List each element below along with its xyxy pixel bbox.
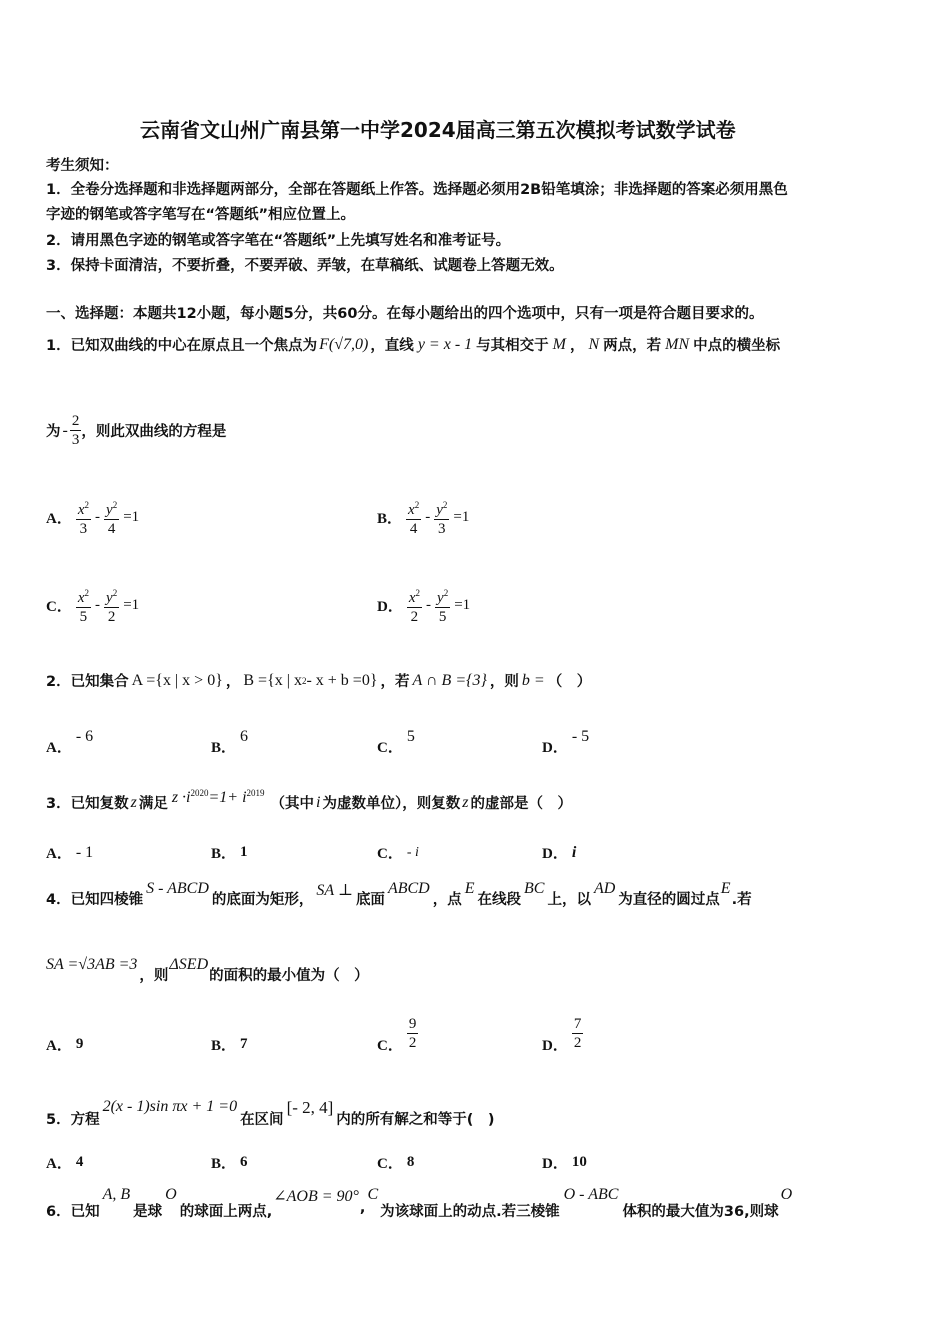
q2-set-a: A ={x | x > 0} — [131, 671, 223, 689]
q5-option-b[interactable]: B． 6 — [211, 1154, 248, 1172]
q2-option-d[interactable]: D． - 5 — [542, 727, 590, 756]
q4-text: ，点 — [432, 892, 462, 908]
q5-text: 在区间 — [240, 1112, 284, 1128]
q3-text: （其中 — [270, 796, 315, 812]
q3-text: 为虚数单位），则复数 — [322, 796, 461, 812]
q1-neg: - — [62, 421, 68, 439]
q4-option-b[interactable]: B． 7 — [211, 1036, 248, 1054]
q5-option-c[interactable]: C． 8 — [377, 1154, 415, 1172]
question-1-stem-cont — [46, 412, 226, 449]
q3-option-a[interactable]: A． - 1 — [46, 843, 94, 862]
q3-equation: z ·i — [171, 788, 191, 806]
notice-line: 3．保持卡面清洁，不要折叠，不要弄破、弄皱，在草稿纸、试题卷上答题无效。 — [46, 258, 564, 274]
q3-text: 满足 — [138, 796, 168, 812]
q1-segment: MN — [665, 335, 690, 353]
q1-point-n: N — [588, 335, 600, 353]
q6-text: 6．已知 — [46, 1204, 100, 1220]
q3-exp1: 2020 — [190, 787, 209, 798]
question-2-stem — [46, 670, 591, 691]
q4-option-c[interactable]: C． $\frac{9}{2}$ — [377, 1016, 417, 1054]
q4-triangle: ΔSED — [169, 956, 209, 973]
q4-text: 上，以 — [547, 892, 591, 908]
q4-text: 的底面为矩形， — [211, 892, 314, 908]
q4-bc: BC — [524, 880, 545, 897]
q4-base: ABCD — [387, 880, 430, 897]
q4-text: 底面 — [355, 892, 385, 908]
q2-exp: 2 — [301, 675, 307, 686]
q2-option-c[interactable]: C． 5 — [377, 727, 415, 756]
q6-tetrahedron: O - ABC — [563, 1186, 619, 1203]
q3-text: 的虚部是（ ） — [470, 796, 572, 812]
q2-text: （ ） — [547, 674, 592, 690]
q4-e: E — [464, 880, 475, 897]
q1-option-b[interactable]: B． $\frac{x^2}{4}$ - $\frac{y^2}{3}$ =1 — [377, 496, 469, 538]
q1-fraction: $\frac{2}{3}$ — [71, 413, 80, 448]
notice-line: 字迹的钢笔或答字笔写在“答题纸”相应位置上。 — [46, 207, 356, 223]
q4-condition: SA =√3AB =3 — [46, 956, 138, 973]
q4-text: 4．已知四棱锥 — [46, 892, 144, 908]
q5-text: 5．方程 — [46, 1112, 100, 1128]
q1-text: ， — [569, 338, 585, 354]
q2-condition: A ∩ B ={3} — [412, 671, 487, 689]
q2-option-b[interactable]: B． 6 — [211, 727, 249, 756]
q4-sa: SA ⊥ — [316, 882, 353, 899]
q5-option-d[interactable]: D． 10 — [542, 1154, 587, 1172]
q4-text: 在线段 — [477, 892, 521, 908]
q5-option-a[interactable]: A． 4 — [46, 1154, 84, 1172]
q3-option-c[interactable]: C． - i — [377, 844, 419, 862]
q1-text: 1．已知双曲线的中心在原点且一个焦点为 — [46, 338, 318, 354]
section-heading: 一、选择题：本题共12小题，每小题5分，共60分。在每小题给出的四个选项中，只有一项是符合题目要求的。 — [46, 306, 764, 322]
q1-option-a[interactable]: A． $\frac{x^2}{3}$ - $\frac{y^2}{4}$ =1 — [46, 496, 139, 538]
q6-text: 体积的最大值为36,则球 — [622, 1204, 779, 1220]
q4-pyramid: S - ABCD — [146, 880, 209, 897]
q5-interval: [- 2, 4] — [286, 1098, 334, 1117]
q6-o: O — [165, 1186, 177, 1203]
question-4-stem-cont — [46, 956, 369, 985]
q3-z: z — [130, 793, 137, 811]
q5-text: 内的所有解之和等于( ) — [336, 1112, 495, 1128]
q3-option-b[interactable]: B． 1 — [211, 844, 248, 862]
q4-text: 为直径的圆过点 — [618, 892, 720, 908]
q4-text: ，则 — [139, 968, 169, 984]
q5-equation: 2(x - 1)sin πx + 1 =0 — [102, 1098, 238, 1115]
q1-text: 为 — [46, 424, 61, 440]
page-title: 云南省文山州广南县第一中学2024届高三第五次模拟考试数学试卷 — [140, 118, 736, 142]
q4-text: .若 — [731, 892, 752, 908]
q2-set-b: B ={x | x — [243, 671, 302, 689]
q2-set-b-rest: - x + b =0} — [306, 671, 378, 689]
q1-option-c[interactable]: C． $\frac{x^2}{5}$ - $\frac{y^2}{2}$ =1 — [46, 584, 139, 626]
q3-z: z — [462, 793, 469, 811]
q1-line: y = x - 1 — [417, 335, 473, 353]
q6-points: A, B — [102, 1186, 131, 1203]
q3-option-d[interactable]: D． i — [542, 843, 577, 862]
q3-i: i — [316, 793, 321, 811]
notice-line: 1．全卷分选择题和非选择题两部分，全部在答题纸上作答。选择题必须用2B铅笔填涂；非选择题的答案必须用黑色 — [46, 182, 788, 198]
q4-ad: AD — [593, 880, 616, 897]
q4-option-a[interactable]: A． 9 — [46, 1036, 84, 1054]
q2-text: ，若 — [380, 674, 410, 690]
q1-text: 与其相交于 — [476, 338, 549, 354]
q3-text: 3．已知复数 — [46, 796, 129, 812]
q4-e: E — [720, 880, 731, 897]
q2-option-a[interactable]: A． - 6 — [46, 727, 94, 756]
q1-option-d[interactable]: D． $\frac{x^2}{2}$ - $\frac{y^2}{5}$ =1 — [377, 584, 470, 626]
q3-equation-rhs: =1+ i — [208, 788, 247, 806]
q2-text: ，则 — [489, 674, 519, 690]
q4-option-d[interactable]: D． $\frac{7}{2}$ — [542, 1016, 582, 1054]
q6-text: 是球 — [133, 1204, 163, 1220]
question-1-stem — [46, 334, 780, 355]
notice-heading: 考生须知： — [46, 158, 119, 174]
q6-o: O — [780, 1186, 793, 1203]
q6-text: , — [359, 1200, 366, 1216]
q3-exp2: 2019 — [246, 787, 265, 798]
q1-text: ，则此双曲线的方程是 — [81, 424, 227, 440]
q1-text: 两点，若 — [603, 338, 662, 354]
q2-text: ， — [225, 674, 241, 690]
q4-text: 的面积的最小值为（ ） — [209, 968, 369, 984]
q6-c: C — [367, 1186, 379, 1203]
q6-text: 为该球面上的动点.若三棱锥 — [380, 1204, 560, 1220]
q6-text: 的球面上两点, — [179, 1204, 273, 1220]
question-3-stem — [46, 787, 572, 813]
question-6-stem — [46, 1186, 794, 1221]
question-4-stem — [46, 880, 752, 909]
q6-angle: ∠AOB = 90° — [273, 1188, 359, 1205]
q1-text: ，直线 — [370, 338, 414, 354]
question-5-stem — [46, 1098, 495, 1129]
q1-text: 中点的横坐标 — [693, 338, 781, 354]
notice-line: 2．请用黑色字迹的钢笔或答字笔在“答题纸”上先填写姓名和准考证号。 — [46, 233, 511, 249]
q2-b: b = — [521, 671, 545, 689]
q2-text: 2．已知集合 — [46, 674, 129, 690]
q1-focus: F(√7,0) — [319, 335, 369, 353]
q1-point-m: M — [552, 335, 566, 353]
